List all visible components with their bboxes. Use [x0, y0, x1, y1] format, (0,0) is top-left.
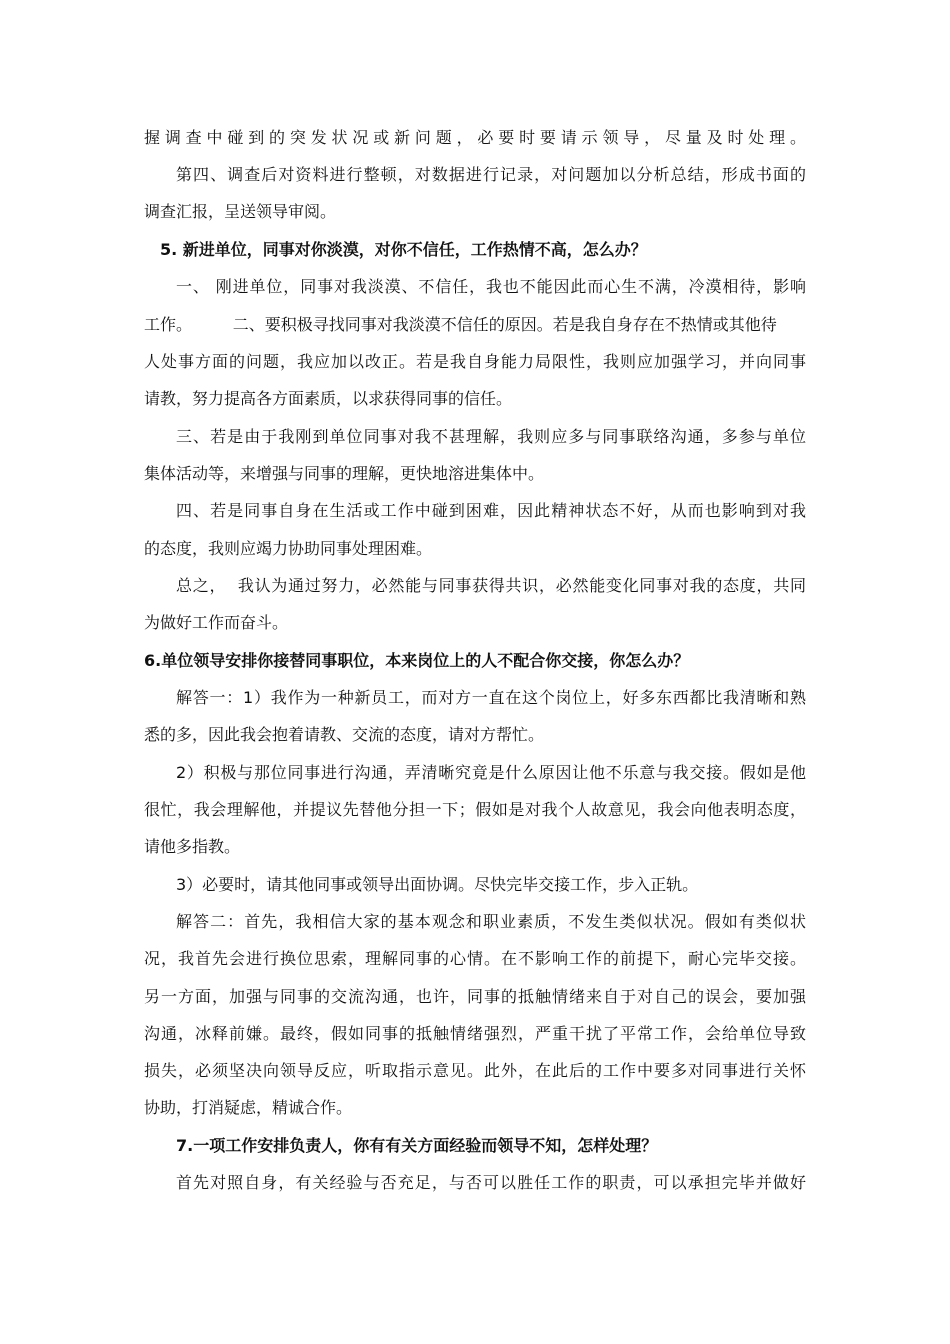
text-line: 首先对照自身，有关经验与否充足，与否可以胜任工作的职责，可以承担完毕并做好	[176, 1173, 806, 1192]
question-heading-6: 6.单位领导安排你接替同事职位，本来岗位上的人不配合你交接，你怎么办？	[144, 651, 690, 670]
text-line: 3）必要时，请其他同事或领导出面协调。尽快完毕交接工作，步入正轨。	[176, 875, 699, 894]
text-line: 悉的多，因此我会抱着请教、交流的态度，请对方帮忙。	[144, 725, 545, 744]
text-line: 况，我首先会进行换位思索，理解同事的心情。在不影响工作的前提下，耐心完毕交接。	[144, 949, 806, 968]
text-line: 损失，必须坚决向领导反应，听取指示意见。此外，在此后的工作中要多对同事进行关怀	[144, 1061, 806, 1080]
text-line: 三、若是由于我刚到单位同事对我不甚理解，我则应多与同事联络沟通，多参与单位	[176, 427, 806, 446]
text-line: 集体活动等，来增强与同事的理解，更快地溶进集体中。	[144, 464, 545, 483]
text-line: 2）积极与那位同事进行沟通，弄清晰究竟是什么原因让他不乐意与我交接。假如是他	[176, 763, 806, 782]
text-line: 一、 刚进单位，同事对我淡漠、不信任，我也不能因此而心生不满，冷漠相待，影响	[176, 277, 806, 296]
text-line: 总之， 我认为通过努力，必然能与同事获得共识，必然能变化同事对我的态度，共同	[176, 576, 806, 595]
question-heading-5: 5. 新进单位，同事对你淡漠，对你不信任，工作热情不高，怎么办？	[160, 240, 647, 259]
text-line: 为做好工作而奋斗。	[144, 613, 289, 632]
text-line: 沟通，冰释前嫌。最终，假如同事的抵触情绪强烈，严重干扰了平常工作，会给单位导致	[144, 1024, 806, 1043]
text-line: 请他多指教。	[144, 837, 241, 856]
text-line: 请教，努力提高各方面素质，以求获得同事的信任。	[144, 389, 513, 408]
text-line: 工作。 二、要积极寻找同事对我淡漠不信任的原因。若是我自身存在不热情或其他待	[144, 315, 777, 334]
text-line: 解答一：1）我作为一种新员工，而对方一直在这个岗位上，好多东西都比我清晰和熟	[176, 688, 806, 707]
text-line: 握调查中碰到的突发状况或新问题，必要时要请示领导，尽量及时处理。	[144, 128, 806, 147]
text-line: 调查汇报，呈送领导审阅。	[144, 202, 337, 221]
text-line: 第四、调查后对资料进行整顿，对数据进行记录，对问题加以分析总结，形成书面的	[176, 165, 806, 184]
text-line: 协助，打消疑虑，精诚合作。	[144, 1098, 353, 1117]
text-line: 四、若是同事自身在生活或工作中碰到困难，因此精神状态不好，从而也影响到对我	[176, 501, 806, 520]
text-line: 另一方面，加强与同事的交流沟通，也许，同事的抵触情绪来自于对自己的误会，要加强	[144, 987, 806, 1006]
text-line: 很忙，我会理解他，并提议先替他分担一下；假如是对我个人故意见，我会向他表明态度，	[144, 800, 806, 819]
question-heading-7: 7.一项工作安排负责人，你有有关方面经验而领导不知，怎样处理？	[176, 1136, 658, 1155]
text-line: 解答二：首先，我相信大家的基本观念和职业素质，不发生类似状况。假如有类似状	[176, 912, 806, 931]
text-line: 的态度，我则应竭力协助同事处理困难。	[144, 539, 433, 558]
text-line: 人处事方面的问题，我应加以改正。若是我自身能力局限性，我则应加强学习，并向同事	[144, 352, 806, 371]
